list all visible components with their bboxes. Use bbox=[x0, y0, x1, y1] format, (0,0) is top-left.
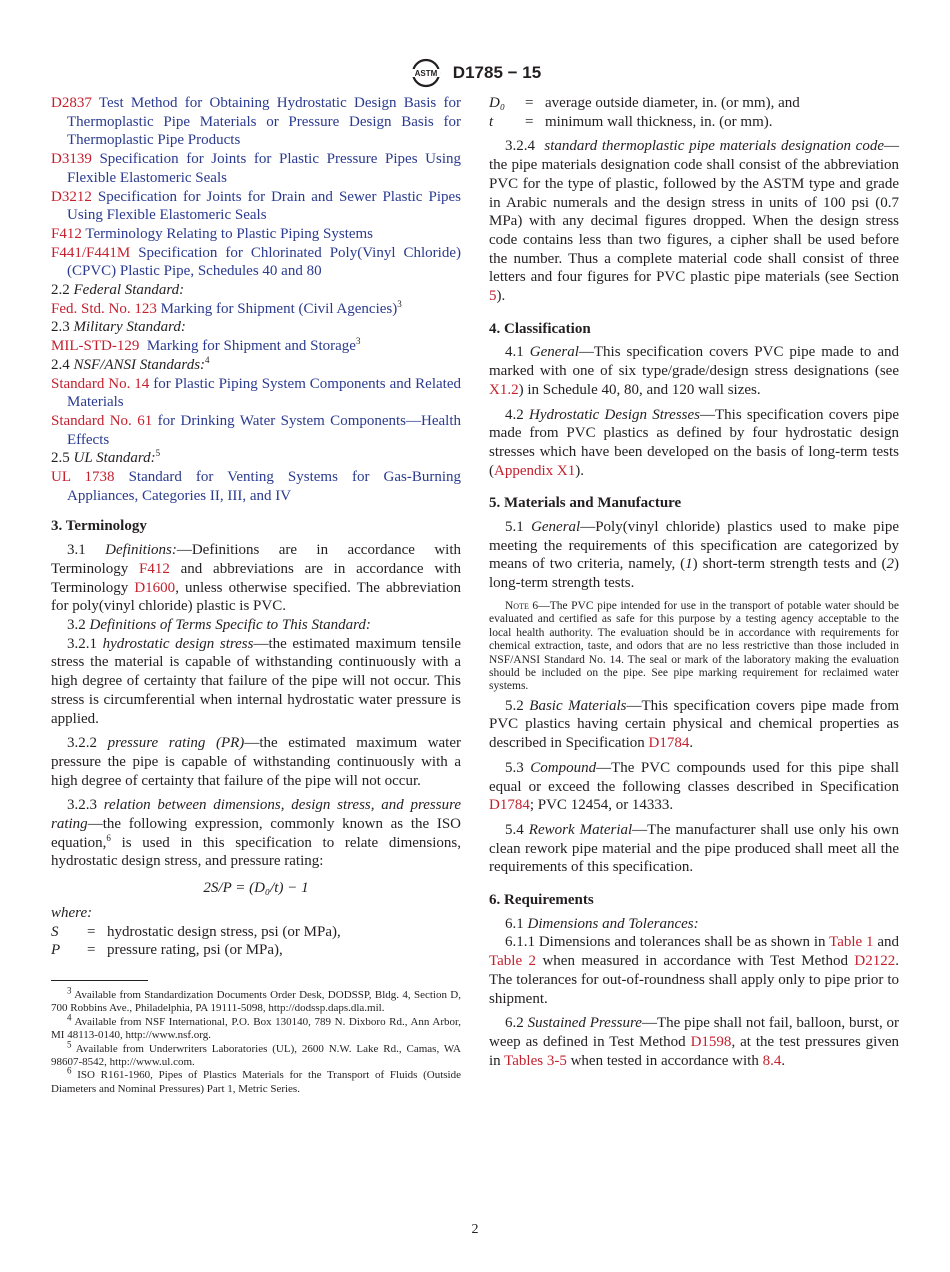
link-8-4[interactable]: 8.4 bbox=[762, 1052, 782, 1069]
subsection-heading: 2.5 UL Standard:$^5$ bbox=[51, 448, 161, 467]
reference-item bbox=[51, 150, 461, 187]
logo-text: ASTM bbox=[414, 69, 438, 78]
link-d1784[interactable]: D1784 bbox=[648, 735, 690, 752]
paragraph-3-2-4: 3.2.4 standard thermoplastic pipe materials designation code—the pipe materials designation code shall consist of the abbreviation PVC for the type of plastic, followed by the ASTM type and grade in Arabic numerals and the design stress in units of 100 psi (0.7 MPa) with any decimal figures dropped. When the design stress code contains less than two figures, a cipher shall be used before the number. Thus a complete material code shall consist of three letters and four figures for PVC plastic pipe materials (see Section 5). bbox=[489, 138, 899, 305]
definition-row: D₀ = average outside diameter, in. (or mm), and bbox=[489, 95, 800, 111]
footnote: $^6$ ISO R161-1960, Pipes of Plastics Materials for the Transport of Fluids (Outside Diameters and Nominal Pressures) Part 1, Metric Series. bbox=[51, 1065, 461, 1095]
reference-title[interactable]: Specification for Joints for Drain and Sewer Plastic Pipes Using Flexible Elastomeric Seals bbox=[67, 188, 461, 224]
link-tables-3-5[interactable]: Tables 3-5 bbox=[504, 1052, 567, 1069]
where-label: where: bbox=[51, 904, 93, 921]
reference-code-link[interactable]: F412 bbox=[51, 225, 82, 242]
reference-item: Standard No. 14 for Plastic Piping System Components and Related Materials bbox=[51, 375, 461, 411]
paragraph-6-1: 6.1 Dimensions and Tolerances: bbox=[505, 915, 699, 932]
section-heading-classification: 4. Classification bbox=[489, 320, 591, 337]
paragraph-4-2: 4.2 Hydrostatic Design Stresses—This specification covers pipe made from PVC plastics as defined by four hydrostatic design stresses which have been developed on the basis of long-term tests (Appendix X1). bbox=[489, 406, 900, 479]
link-d2122[interactable]: D2122 bbox=[854, 953, 896, 970]
reference-code-link[interactable]: Standard No. 14 bbox=[51, 375, 150, 392]
subsection-heading: 2.3 Military Standard: bbox=[51, 319, 186, 336]
footnote: $^4$ Available from NSF International, P.O. Box 130140, 789 N. Dixboro Rd., Ann Arbor, MI 48113-0140, http://www.nsf.org. bbox=[51, 1012, 461, 1042]
link-d1598[interactable]: D1598 bbox=[690, 1033, 732, 1050]
subsection-heading: 2.2 Federal Standard: bbox=[51, 282, 185, 299]
reference-code-link[interactable]: MIL-STD-129 bbox=[51, 338, 140, 355]
reference-code-link[interactable]: UL 1738 bbox=[51, 469, 115, 486]
footnote-divider bbox=[51, 980, 148, 981]
footnotes bbox=[51, 985, 461, 1096]
link-f412[interactable]: F412 bbox=[139, 560, 170, 577]
reference-item bbox=[51, 94, 461, 150]
reference-title[interactable]: Test Method for Obtaining Hydrostatic Design Basis for Thermoplastic Pipe Materials or Pressure Design Basis for Thermoplastic Pipe Products bbox=[67, 95, 461, 149]
section-heading-materials: 5. Materials and Manufacture bbox=[489, 495, 682, 512]
paragraph-5-4: 5.4 Rework Material—The manufacturer shall use only his own clean rework pipe material and the pipe produced shall meet all the requirements of this specification. bbox=[489, 821, 899, 876]
paragraph-3-1: 3.1 Definitions:—Definitions are in accordance with Terminology F412 and abbreviations are in accordance with Terminology D1600, unless otherwise specified. The abbreviation for poly(vinyl chloride) plastic is PVC. bbox=[51, 542, 461, 615]
reference-item: UL 1738 Standard for Venting Systems for Gas-Burning Appliances, Categories II, III, and IV bbox=[51, 469, 462, 504]
paragraph-5-1: 5.1 General—Poly(vinyl chloride) plastics used to make pipe meeting the requirements of this specification are categorized by means of two criteria, namely, (1) short-term strength tests and (2) long-term strength tests. bbox=[489, 519, 900, 592]
link-d1600[interactable]: D1600 bbox=[134, 579, 176, 596]
right-column bbox=[489, 94, 899, 1070]
definition-row: P = pressure rating, psi (or MPa), bbox=[51, 942, 283, 959]
iso-equation: 2S/P = (D₀/t) − 1 bbox=[203, 880, 309, 897]
paragraph-6-2: 6.2 Sustained Pressure—The pipe shall not fail, balloon, burst, or weep as defined in Test Method D1598, at the test pressures given in Tables 3-5 when tested in accordance with 8.4. bbox=[489, 1015, 900, 1069]
reference-code-link[interactable]: D3139 bbox=[51, 151, 92, 168]
reference-item: Fed. Std. No. 123 Marking for Shipment (Civil Agencies)$^3$ bbox=[51, 298, 402, 317]
paragraph-3-2-3: 3.2.3 relation between dimensions, design stress, and pressure rating—the following expression, commonly known as the ISO equation,$^6$ is used in this specification to relate dimensions, hydrostatic design stress, and pressure rating: bbox=[51, 797, 462, 870]
paragraph-4-1: 4.1 General—This specification covers PVC pipe made to and marked with one of six type/grade/design stress designations (see X1.2) in Schedule 40, 80, and 120 wall sizes. bbox=[489, 344, 900, 398]
link-x1-2[interactable]: X1.2 bbox=[489, 381, 519, 398]
reference-code-link[interactable]: Fed. Std. No. 123 bbox=[51, 300, 157, 317]
astm-logo-icon bbox=[409, 58, 443, 88]
paragraph-6-1-1: 6.1.1 Dimensions and tolerances shall be as shown in Table 1 and Table 2 when measured in accordance with Test Method D2122. The tolerances for out-of-roundness shall apply only to pipe prior to shipment. bbox=[489, 934, 899, 1007]
reference-code-link[interactable]: Standard No. 61 bbox=[51, 412, 153, 429]
link-appendix-x1[interactable]: Appendix X1 bbox=[494, 462, 576, 479]
reference-code-link[interactable]: D2837 bbox=[51, 95, 92, 111]
section-heading-terminology: 3. Terminology bbox=[51, 518, 147, 535]
reference-item bbox=[51, 244, 461, 281]
reference-title[interactable]: Specification for Joints for Plastic Pressure Pipes Using Flexible Elastomeric Seals bbox=[67, 151, 461, 186]
link-table-2[interactable]: Table 2 bbox=[489, 953, 537, 970]
page-header bbox=[0, 58, 950, 88]
subsection-heading: 2.4 NSF/ANSI Standards:$^4$ bbox=[51, 354, 210, 373]
left-column bbox=[51, 94, 461, 1096]
reference-code-link[interactable]: F441/F441M bbox=[51, 244, 131, 261]
paragraph-3-2-2: 3.2.2 pressure rating (PR)—the estimated maximum water pressure the pipe is capable of withstanding continuously with a high degree of certainty that failure of the pipe will not occur. bbox=[51, 735, 462, 789]
reference-item bbox=[51, 188, 461, 225]
reference-code-link[interactable]: D3212 bbox=[51, 188, 92, 205]
document-designation: D1785 − 15 bbox=[452, 63, 542, 82]
reference-title[interactable]: Specification for Chlorinated Poly(Vinyl Chloride) (CPVC) Plastic Pipe, Schedules 40 and 80 bbox=[67, 244, 461, 280]
referenced-documents-list bbox=[51, 94, 461, 505]
reference-title[interactable]: Terminology Relating to Plastic Piping Systems bbox=[85, 225, 374, 242]
reference-item bbox=[51, 225, 461, 244]
link-section-5[interactable]: 5 bbox=[489, 288, 497, 305]
reference-item: Standard No. 61 for Drinking Water System Components—Health Effects bbox=[51, 412, 462, 448]
note-6: Note 6—The PVC pipe intended for use in the transport of potable water should be evaluated and certified as safe for this purpose by a testing agency acceptable to the local health authority. The evaluation should be in accordance with requirements for chemical extraction, taste, and odors that are no less restrictive than those included in NSF/ANSI Standard No. 14. The seal or mark of the laboratory making the evaluation should be included on the pipe. See pipe marking requirement for reclaimed water systems. bbox=[489, 599, 899, 693]
paragraph-3-2-1: 3.2.1 hydrostatic design stress—the estimated maximum tensile stress the material is capable of withstanding continuously with a high degree of certainty that failure of the pipe will not occur. This stress is circumferential when internal hydrostatic water pressure is applied. bbox=[51, 635, 462, 727]
paragraph-5-2: 5.2 Basic Materials—This specification covers pipe made from PVC plastics having certain physical and chemical properties as described in Specification D1784. bbox=[489, 697, 900, 752]
footnote: $^5$ Available from Underwriters Laboratories (UL), 2600 N.W. Lake Rd., Camas, WA 98607-8542, http://www.ul.com. bbox=[51, 1038, 461, 1068]
link-d1784[interactable]: D1784 bbox=[489, 797, 530, 814]
reference-item: MIL-STD-129 Marking for Shipment and Storage$^3$ bbox=[51, 336, 361, 355]
section-heading-requirements: 6. Requirements bbox=[489, 892, 594, 909]
definition-row: t = minimum wall thickness, in. (or mm). bbox=[489, 113, 773, 130]
footnote: $^3$ Available from Standardization Documents Order Desk, DODSSP, Bldg. 4, Section D, 700 Robbins Ave., Philadelphia, PA 19111-5098, http://dodssp.daps.dla.mil. bbox=[51, 985, 461, 1015]
link-table-1[interactable]: Table 1 bbox=[829, 934, 874, 951]
paragraph-5-3: 5.3 Compound—The PVC compounds used for this pipe shall equal or exceed the following classes described in Specification D1784; PVC 12454, or 14333. bbox=[489, 759, 900, 814]
page-number: 2 bbox=[471, 1222, 479, 1237]
paragraph-3-2: 3.2 Definitions of Terms Specific to This Standard: bbox=[67, 616, 371, 633]
definition-row: S = hydrostatic design stress, psi (or MPa), bbox=[51, 923, 341, 940]
